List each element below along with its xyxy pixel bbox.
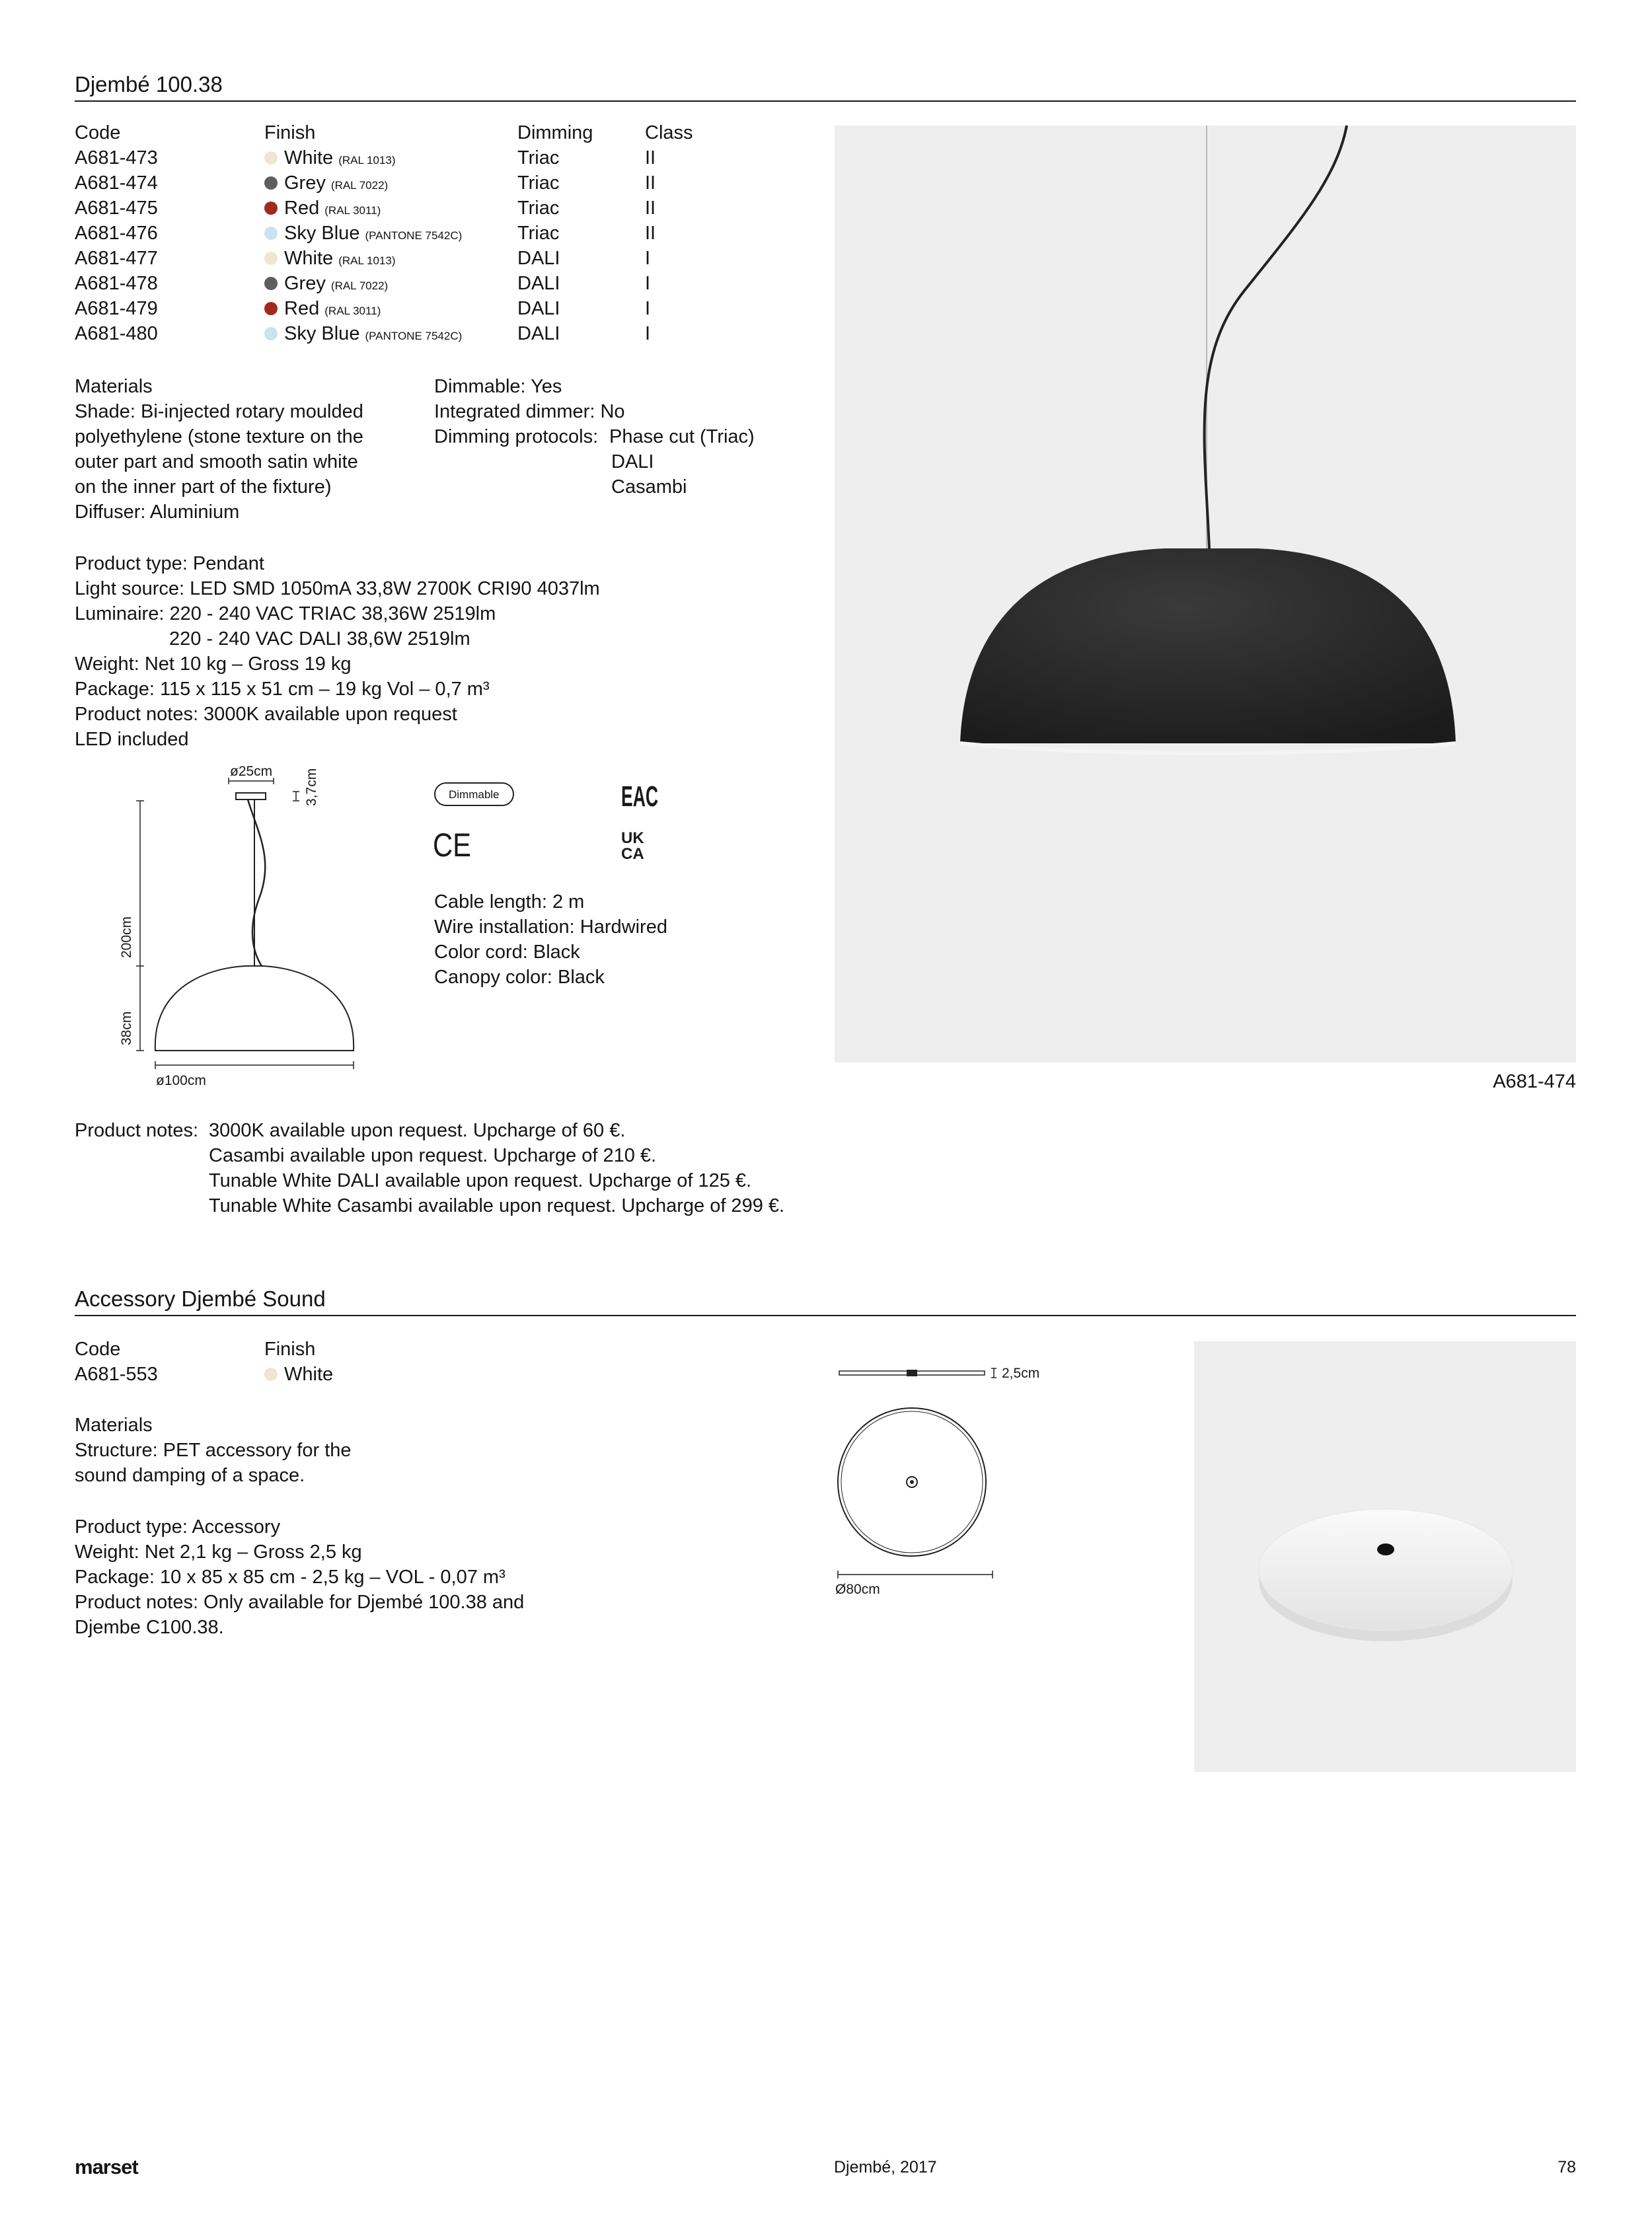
header-finish: Finish (264, 122, 316, 143)
row-finish (264, 321, 462, 349)
cable-length-label: 200cm (119, 916, 134, 958)
canopy-shape (236, 793, 266, 799)
materials-line: Shade: Bi-injected rotary moulded (75, 401, 363, 422)
row-code: A681-478 (75, 273, 158, 294)
note-line: Tunable White DALI available upon request. Upcharge of 125 €. (209, 1170, 752, 1191)
spec-luminaire: Luminaire: 220 - 240 VAC TRIAC 38,36W 2519lm (75, 603, 496, 624)
accessory-spec: Package: 10 x 85 x 85 cm - 2,5 kg – VOL - 0,07 m³ (75, 1567, 506, 1588)
footer-center: Djembé, 2017 (834, 2158, 937, 2176)
row-dimming: Triac (517, 172, 560, 194)
spec-light-source: Light source: LED SMD 1050mA 33,8W 2700K CRI90 4037lm (75, 578, 600, 599)
finish-swatch (264, 176, 278, 190)
row-dimming: Triac (517, 198, 560, 219)
finish-name: Grey (284, 273, 326, 294)
accessory-rule (75, 1315, 1576, 1316)
note-line: Casambi available upon request. Upcharge of 210 €. (209, 1145, 657, 1166)
dimmable-badge: Dimmable (434, 782, 514, 806)
title-rule (75, 100, 1576, 102)
row-class: II (645, 147, 656, 168)
accessory-photo (1194, 1341, 1576, 1772)
row-class: I (645, 273, 651, 294)
finish-name: Grey (284, 172, 326, 194)
finish-name: White (284, 147, 334, 168)
materials-line: polyethylene (stone texture on the (75, 426, 363, 447)
header-dimming: Dimming (517, 122, 593, 143)
color-cord: Color cord: Black (434, 942, 580, 963)
dimming-protocol: DALI (611, 451, 654, 472)
row-dimming: Triac (517, 147, 560, 168)
finish-ref: (RAL 7022) (330, 279, 389, 292)
spec-led: LED included (75, 729, 189, 750)
finish-swatch (264, 227, 278, 240)
ce-mark-text: CE (433, 827, 471, 864)
note-line: Tunable White Casambi available upon request. Upcharge of 299 €. (209, 1195, 785, 1216)
wire-installation: Wire installation: Hardwired (434, 916, 667, 938)
integrated-dimmer: Integrated dimmer: No (434, 401, 625, 422)
header-code: Code (75, 122, 121, 143)
row-finish (264, 296, 381, 324)
accessory-spec: Djembe C100.38. (75, 1617, 224, 1638)
row-code: A681-479 (75, 298, 158, 319)
accessory-swatch (264, 1368, 278, 1381)
row-code: A681-474 (75, 172, 158, 194)
product-title: Djembé 100.38 (75, 72, 223, 96)
shade-outline (155, 966, 354, 1051)
product-photo (835, 126, 1576, 1062)
accessory-spec: Product type: Accessory (75, 1516, 281, 1538)
row-finish (264, 196, 381, 223)
accessory-spec: Product notes: Only available for Djembé 100.38 and (75, 1592, 525, 1613)
finish-ref: (RAL 1013) (338, 154, 396, 167)
finish-swatch (264, 151, 278, 165)
notes-label: Product notes: (75, 1120, 198, 1141)
finish-name: Red (284, 198, 320, 219)
row-dimming: Triac (517, 223, 560, 244)
eac-mark-text: EAC (621, 780, 658, 813)
row-dimming: DALI (517, 298, 560, 319)
row-finish (264, 145, 396, 173)
spec-package: Package: 115 x 115 x 51 cm – 19 kg Vol – 0,7 m³ (75, 679, 490, 700)
row-finish (264, 221, 462, 248)
row-code: A681-480 (75, 323, 158, 344)
dimmable-info: Dimmable: Yes (434, 376, 562, 397)
dimming-protocol: Phase cut (Triac) (609, 426, 755, 447)
accessory-finish-name: White (284, 1364, 334, 1385)
ukca-mark-ca: CA (621, 845, 644, 863)
finish-ref: (PANTONE 7542C) (365, 330, 463, 342)
page-number: 78 (1558, 2158, 1576, 2176)
sound-disc-image (1194, 1341, 1576, 1772)
row-code: A681-475 (75, 198, 158, 219)
ukca-mark-uk: UK (621, 829, 644, 847)
pendant-lamp-image (835, 126, 1576, 1062)
accessory-materials-line: Structure: PET accessory for the (75, 1440, 352, 1461)
row-dimming: DALI (517, 273, 560, 294)
row-finish (264, 170, 388, 198)
finish-name: Sky Blue (284, 323, 360, 344)
note-line: 3000K available upon request. Upcharge of 60 €. (209, 1120, 626, 1141)
ukca-mark-icon (621, 829, 653, 862)
accessory-materials-line: sound damping of a space. (75, 1465, 305, 1486)
row-class: II (645, 172, 656, 194)
row-code: A681-477 (75, 248, 158, 269)
dimming-protocols-label: Dimming protocols: (434, 426, 599, 447)
spec-luminaire-dali: 220 - 240 VAC DALI 38,6W 2519lm (169, 628, 470, 650)
row-dimming: DALI (517, 248, 560, 269)
accessory-header-finish: Finish (264, 1339, 316, 1360)
power-cord (248, 799, 265, 966)
row-class: I (645, 323, 651, 344)
finish-name: Red (284, 298, 320, 319)
accessory-thickness-label: 2,5cm (1002, 1366, 1040, 1381)
accessory-code: A681-553 (75, 1364, 158, 1385)
eac-mark-icon (621, 780, 661, 813)
finish-ref: (PANTONE 7542C) (365, 229, 463, 242)
materials-heading: Materials (75, 376, 153, 397)
finish-name: White (284, 248, 334, 269)
accessory-technical-drawing (833, 1358, 1084, 1609)
finish-ref: (RAL 3011) (324, 204, 381, 217)
finish-ref: (RAL 3011) (324, 305, 381, 317)
cable-length: Cable length: 2 m (434, 891, 585, 912)
canopy-diameter-label: ø25cm (230, 764, 273, 779)
materials-line: Diffuser: Aluminium (75, 502, 240, 523)
finish-ref: (RAL 1013) (338, 254, 396, 267)
accessory-finish (264, 1362, 333, 1387)
finish-swatch (264, 252, 278, 265)
finish-swatch (264, 327, 278, 340)
spec-product-type: Product type: Pendant (75, 553, 264, 574)
row-dimming: DALI (517, 323, 560, 344)
materials-line: outer part and smooth satin white (75, 451, 358, 472)
row-class: I (645, 298, 651, 319)
finish-swatch (264, 202, 278, 215)
finish-swatch (264, 302, 278, 315)
finish-swatch (264, 277, 278, 290)
row-class: II (645, 223, 656, 244)
row-class: II (645, 198, 656, 219)
accessory-materials-heading: Materials (75, 1415, 153, 1436)
row-code: A681-476 (75, 223, 158, 244)
accessory-spec: Weight: Net 2,1 kg – Gross 2,5 kg (75, 1542, 362, 1563)
header-class: Class (645, 122, 693, 143)
finish-ref: (RAL 7022) (330, 179, 389, 192)
row-class: I (645, 248, 651, 269)
row-finish (264, 246, 396, 274)
canopy-height-label: 3,7cm (304, 768, 319, 806)
photo-caption: A681-474 (1493, 1071, 1576, 1092)
spec-notes: Product notes: 3000K available upon request (75, 704, 457, 725)
shade-diameter-label: ø100cm (156, 1073, 206, 1088)
spec-weight: Weight: Net 10 kg – Gross 19 kg (75, 653, 352, 675)
materials-line: on the inner part of the fixture) (75, 476, 332, 498)
row-code: A681-473 (75, 147, 158, 168)
brand-logo: marset (75, 2155, 138, 2178)
dimming-protocol: Casambi (611, 476, 687, 498)
ce-mark-icon (433, 827, 479, 862)
finish-name: Sky Blue (284, 223, 360, 244)
accessory-header-code: Code (75, 1339, 121, 1360)
canopy-color: Canopy color: Black (434, 967, 605, 988)
accessory-title: Accessory Djembé Sound (75, 1286, 326, 1311)
accessory-diameter-label: Ø80cm (835, 1582, 880, 1597)
shade-height-label: 38cm (119, 1011, 134, 1045)
row-finish (264, 271, 388, 299)
pendant-technical-drawing (112, 760, 396, 1097)
